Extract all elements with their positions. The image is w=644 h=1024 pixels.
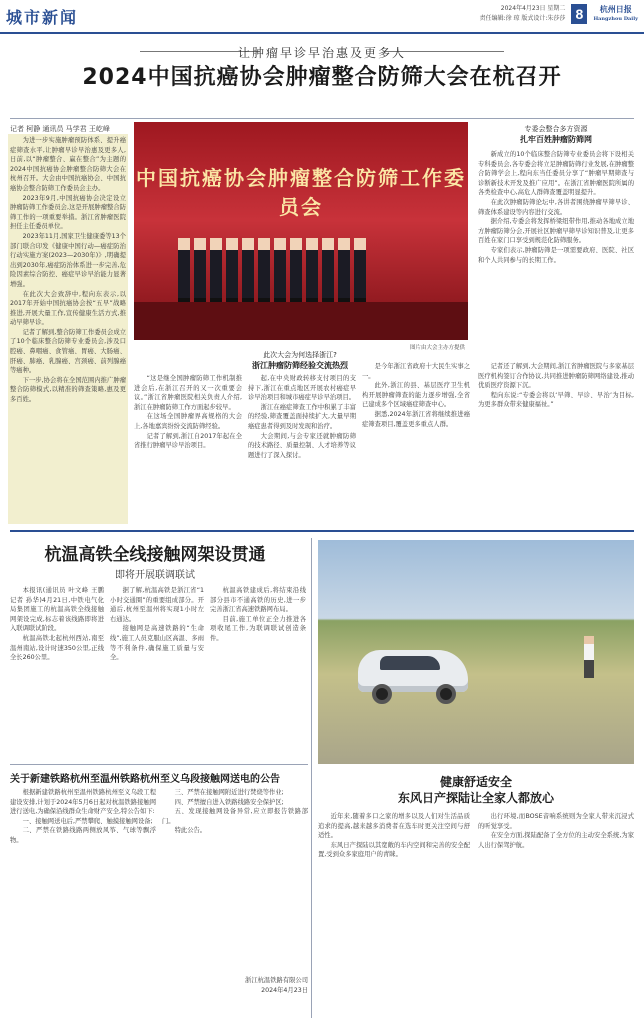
notice-column-2 [162,788,308,970]
lead-col1-para: 为进一步实施肿瘤预防体系、提升癌症筛查水平,让肿瘤早诊早治惠及更多人,日前,以“肿瘤整合、赢在整合”为主题的2024中国抗癌协会肿瘤整合防筛大会在杭州召开。大会由中国抗癌协会、中国抗癌协会整合防筛工作委员会主办。 [10,137,126,192]
rail-column-2 [110,586,204,758]
lead-mid2-para: 大会期间,与会专家还就肿瘤防筛的技术路径、质量控制、人才培养等议题进行了深入探讨。 [248,432,356,459]
subhead-1-line-a: 专委会整合多方资源 [524,125,588,133]
date-line: 2024年4月23日 星期二 [500,5,566,12]
lead-mid3-para: 据悉,2024年浙江省将继续推进癌症筛查项目,覆盖更多重点人群。 [362,410,470,428]
notice-para: 五、发现接触网设备异常,应立即报告铁路部门。 [162,808,308,825]
rail-column-1 [10,586,104,758]
lead-col1-para: 2023年11月,国家卫生健康委等13个部门联合印发《健康中国行动—癌症防治行动实施方案(2023—2030年)》,明确提出到2030年,癌症防治体系进一步完善,危险因素综合防控、癌症早诊早治能力显著增强。 [10,232,126,288]
car-wheel [436,684,456,704]
editor-line: 责任编辑:徐 琼 版式设计:朱莎莎 [479,15,566,22]
lead-col1-para: 在此次大会致辞中,程向东表示,以2017年开始中国抗癌协会按“五早”战略推进,开展大量工作,宣传健康生活方式,推动早筛早诊。 [10,290,126,327]
lead-col1-para: 2023年9月,中国抗癌协会决定设立肿瘤防筛工作委员会,这是开展肿瘤整合防筛工作的一项重要举措。浙江省肿瘤医院担任主任委员单位。 [10,194,126,231]
lead-mid-column-1 [134,374,242,524]
notice-issuer: 浙江杭温铁路有限公司 [245,977,308,984]
lead-right-para: 在此次肿瘤防筛论坛中,各讲者围绕肿瘤早筛早诊、筛查体系建设等内容进行交流。 [478,198,634,216]
lead-right-para: 专家们表示,肿瘤防筛是一项需要政府、医院、社区和个人共同参与的长期工作。 [478,246,634,264]
rail-column-3 [210,586,306,758]
lead-mid3-para: 是今年浙江省政府十大民生实事之一。 [362,363,470,380]
page-number: 8 [571,4,587,24]
rail-headline: 杭温高铁全线接触网架设贯通 [44,545,266,565]
notice-headline: 关于新建铁路杭州至温州铁路杭州至义乌段接触网送电的公告 [10,774,280,785]
subhead-2-line-a: 此次大会为何选择浙江? [263,351,337,359]
car-headline-line-2: 东风日产探陆让全家人都放心 [397,791,554,805]
photo-people [178,238,366,302]
lead-mid-para: “这是继全国肿瘤防筛工作机制推进会后,在浙江召开的又一次重要会议。”浙江省肿瘤医院相关负责人介绍,浙江在肿瘤防筛工作方面起步较早。 [134,375,242,411]
rail-col2-para: 接触网是高速铁路的“生命线”,施工人员克服山区高温、多雨等不利条件,确保施工质量与安全。 [110,625,204,662]
notice-para: 二、严禁在铁路线路两侧放风筝、气球等飘浮物。 [10,827,156,844]
lead-right-column-2 [478,362,634,524]
car-headline [318,774,634,806]
lead-kicker: 让肿瘤早诊早治惠及更多人 [237,46,406,60]
notice-para: 特此公告。 [174,827,207,835]
rail-col3-para: 目前,施工单位正全力推进各项收尾工作,为联调联试创造条件。 [210,615,306,642]
lead-subhead-1 [478,124,634,145]
notice-para: 根据新建铁路杭州至温州铁路杭州至义乌段工程建设安排,计划于2024年5月6日起对杭温铁路接触网进行送电,为确保沿线群众生命财产安全,特公告如下: [10,789,156,816]
notice-para: 三、严禁在接触网附近进行焚烧等作业; [174,789,284,796]
lead-mid3-para: 此外,浙江的县、基层医疗卫生机构开展肿瘤筛查的能力逐步增强,全省已建成多个区域癌症筛查中心。 [362,382,470,409]
lead-mid2-para: 浙江在癌症筛查工作中积累了丰富的经验,筛查覆盖面持续扩大,大量早期癌症患者得到及时发现和治疗。 [248,403,356,430]
lead-subhead-2 [220,350,380,371]
column-divider [311,538,312,1018]
car-headline-line-1: 健康舒适安全 [439,775,512,789]
lead-mid-para: 在这场全国肿瘤界高规格的大会上,各地嘉宾纷纷交流防筛经验。 [134,413,242,430]
lead-right-column [478,150,634,360]
header-meta [480,4,638,24]
rail-col2-para: 据了解,杭温高铁是浙江省“1小时交通圈”的重要组成部分。开通后,杭州至温州将实现1小时左右通达。 [110,587,204,623]
rail-col1-para: 本报讯(通讯员 叶文峰 王鹏 记者 孙华)4月21日,中铁电气化局集团施工的杭温高铁全线接触网架设完成,标志着该线路即将进入联调联试阶段。 [10,587,104,633]
subhead-2-line-b: 浙江肿瘤防筛经验交流热烈 [252,361,348,370]
lead-col1-para: 下一步,协会将在全国范围内推广肿瘤整合防筛模式,以精准的筛查策略,惠及更多百姓。 [10,376,126,404]
car-window [380,656,440,670]
lead-mid2-para: 起,在中央财政转移支付项目的支持下,浙江在重点地区开展农村癌症早诊早治项目和城市癌症早诊早治项目。 [248,375,356,402]
notice-para: 四、严禁擅自进入铁路线路安全保护区; [174,798,284,806]
notice-divider [10,764,308,765]
lead-column-1 [8,134,128,524]
logo-subtext: Hangzhou Daily [593,16,638,22]
lead-mid-para: 记者了解到,浙江自2017年起在全省推行肿瘤早诊早治项目。 [134,432,242,450]
section-divider [10,530,634,532]
subhead-1-line-b: 扎牢百姓肿瘤防筛网 [520,135,592,144]
notice-date: 2024年4月23日 [261,986,308,994]
rail-col3-para: 杭温高铁建成后,将结束沿线部分县市不通高铁的历史,进一步完善浙江省高速铁路网布局。 [210,587,306,614]
lead-mid-column-3 [362,362,470,524]
photo-person [584,636,594,678]
headline-divider [10,118,634,119]
notice-column-1 [10,788,156,1002]
newspaper-logo [593,4,638,24]
lead-mid-column-2 [248,374,356,524]
logo-text: 杭州日报 [599,4,632,14]
lead-col1-para: 记者了解到,整合防筛工作委员会成立了10个临床整合防筛专业委员会,涉及口腔癌、鼻咽癌、食管癌、胃癌、大肠癌、肝癌、肺癌、乳腺癌、宫颈癌、前列腺癌等癌种。 [10,328,126,375]
car-para: 东风日产探陆以其宽敞的车内空间和完善的安全配置,受到众多家庭用户的青睐。 [318,841,470,859]
car-para: 在安全方面,探陆配备了全方位的主动安全系统,为家人出行保驾护航。 [478,832,634,849]
masthead [0,0,644,34]
lead-right-para: 据介绍,专委会将发挥桥梁纽带作用,推动各地成立地方肿瘤防筛分会,开展社区肿瘤早筛早诊知识普及,让更多百姓在家门口享受到规范化防筛服务。 [478,218,634,245]
photo-banner-text: 中国抗癌协会肿瘤整合防筛工作委员会 [136,166,466,219]
lead-right-para: 新成立的10个临床整合防筛专业委员会将下设相关专科委员会,各专委会将立足肿瘤防筛行业发展,在肿瘤整合防筛学会上,程向东当任委员分享了“肿瘤早期筛查与诊断新技术开发及推广应用”。在浙江省肿瘤医院所属的各类检查中心,高危人群筛查覆盖明显提升。 [478,151,634,197]
issue-info [480,4,566,24]
car-column-1 [318,812,470,1012]
car-wheel [372,684,392,704]
car-column-2 [478,812,634,1012]
car-para: 出行环境,而BOSE音响系统则为全家人带来沉浸式的听觉享受。 [478,813,634,830]
lead-photo-caption: 图片由大会主办方提供 [410,345,466,351]
rail-col1-para: 杭温高铁北起杭州西站,南至温州南站,设计时速350公里,正线全长260公里。 [10,634,104,662]
rail-subheadline: 即将开展联调联试 [115,570,195,581]
lead-right2-para: 程向东说:“专委会将以‘早筛、早诊、早治’为目标,为更多群众带来健康福祉。” [478,391,634,409]
car-para: 近年来,随着多口之家的增多以及人们对生活品质追求的提高,越来越多消费者在选车时更关注空间与舒适性。 [318,813,470,840]
lead-byline: 记者 柯静 通讯员 马学君 王屹峰 [10,125,110,133]
lead-headline: 2024中国抗癌协会肿瘤整合防筛大会在杭召开 [82,65,562,90]
notice-para: 一、接触网送电后,严禁攀爬、触摸接触网设备; [22,817,153,825]
lead-photo [134,122,468,340]
section-title: 城市新闻 [6,8,79,27]
car-photo [318,540,634,764]
lead-right2-para: 记者还了解到,大会期间,浙江省肿瘤医院与多家基层医疗机构签订合作协议,共同推进肿瘤防筛网络建设,推动优质医疗资源下沉。 [478,363,634,390]
notice-signature [162,976,308,1006]
